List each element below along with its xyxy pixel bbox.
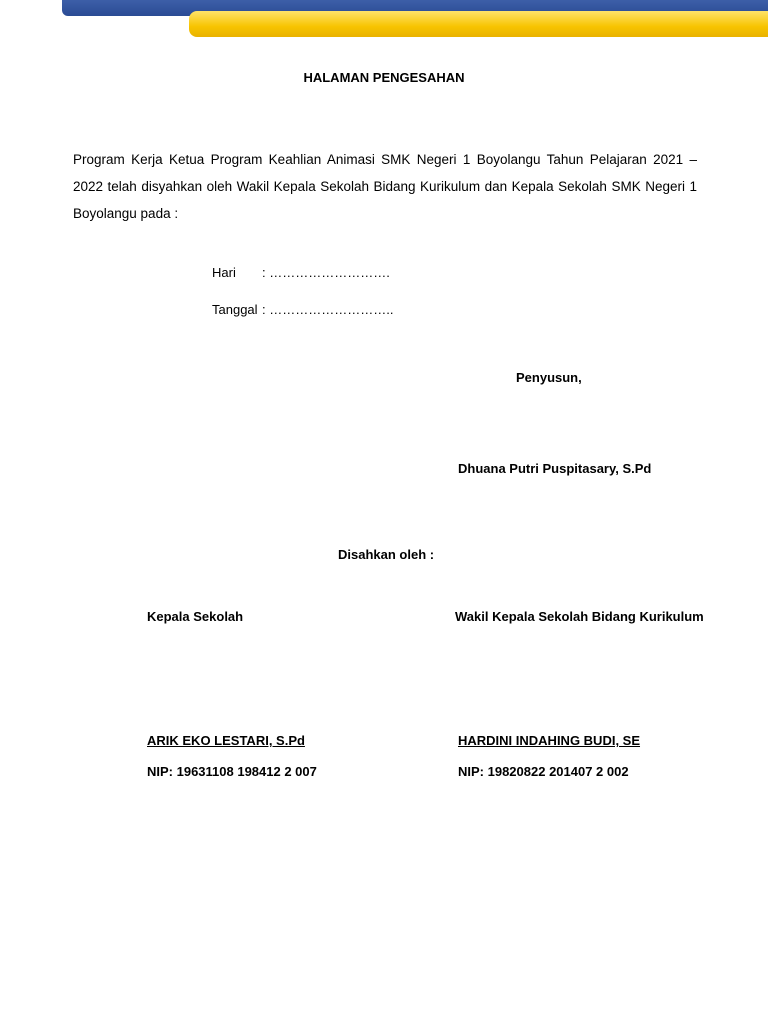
penyusun-label: Penyusun, [516,370,582,385]
body-paragraph: Program Kerja Ketua Program Keahlian Animasi SMK Negeri 1 Boyolangu Tahun Pelajaran 2021 – 2022 telah disyahkan oleh Wakil Kepala Sekolah Bidang Kurikulum dan Kepala Sekolah SMK Negeri 1 Boyolangu pada : [73,152,697,221]
right-signatory-nip: NIP: 19820822 201407 2 002 [458,764,629,779]
header-yellow-band [189,11,768,37]
page-title: HALAMAN PENGESAHAN [303,70,465,85]
right-signatory-role: Wakil Kepala Sekolah Bidang Kurikulum [455,609,704,624]
left-signatory-role: Kepala Sekolah [147,609,244,624]
left-signatory-name: ARIK EKO LESTARI, S.Pd [147,733,305,748]
field-hari-value: : ………………………. [262,265,390,280]
header-decoration [0,0,768,40]
right-signatory-name: HARDINI INDAHING BUDI, SE [458,733,641,748]
field-hari-label: Hari [212,265,236,280]
field-hari [212,265,390,280]
field-tanggal-label: Tanggal [212,302,258,317]
disahkan-label: Disahkan oleh : [338,547,435,562]
penyusun-name: Dhuana Putri Puspitasary, S.Pd [458,461,652,476]
left-signatory-nip: NIP: 19631108 198412 2 007 [147,764,317,779]
field-tanggal [212,302,393,317]
field-tanggal-value: : ……………………….. [262,302,394,317]
